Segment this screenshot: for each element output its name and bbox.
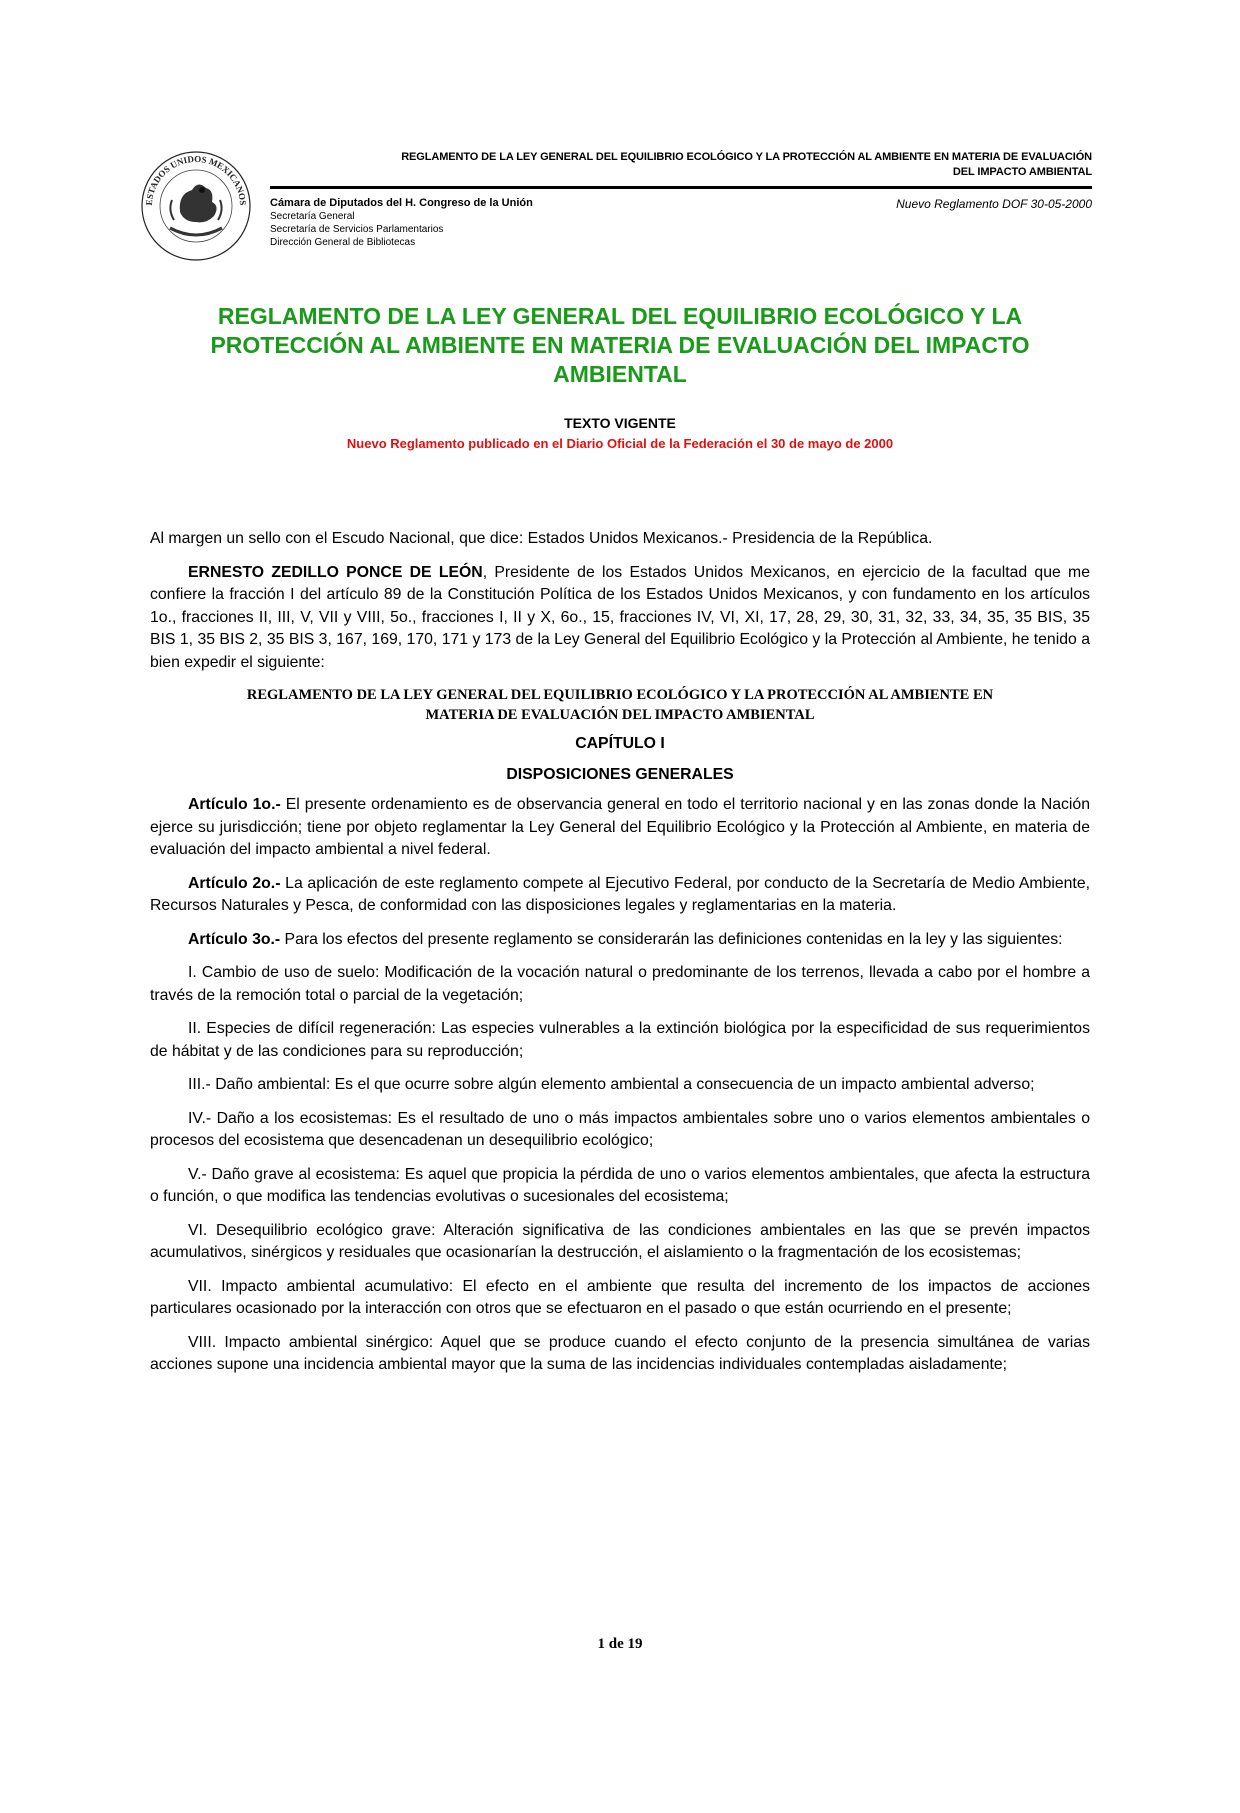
preamble-paragraph: ERNESTO ZEDILLO PONCE DE LEÓN, Presidente de los Estados Unidos Mexicanos, en ejercicio de la facultad que me confiere la fracción I del artículo 89 de la Constitución Política de los Estados Unidos Mexicanos, y con fundamento en los artículos 1o., fracciones II, III, V, VII y VIII, 5o., fracciones I, II y X, 6o., 15, fracciones IV, VI, XI, 17, 28, 29, 30, 31, 32, 33, 34, 35, 35 BIS, 35 BIS 1, 35 BIS 2, 35 BIS 3, 167, 169, 170, 171 y 173 de la Ley General del Equilibrio Ecológico y la Protección al Ambiente, he tenido a bien expedir el siguiente:: [150, 563, 1091, 671]
fraction-item: VIII. Impacto ambiental sinérgico: Aquel que se produce cuando el efecto conjunto de la presencia simultánea de varias acciones supone una incidencia ambiental mayor que la suma de las incidencias individuales contempladas aisladamente;: [150, 1333, 1090, 1373]
article-2: Artículo 2o.- La aplicación de este reglamento compete al Ejecutivo Federal, por conducto de la Secretaría de Medio Ambiente, Recursos Naturales y Pesca, de conformidad con las disposiciones legales y reglamentarias en la materia.: [150, 874, 1090, 914]
header-divider: [270, 186, 1092, 189]
chapter-title: DISPOSICIONES GENERALES: [506, 765, 734, 783]
fraction-item: VII. Impacto ambiental acumulativo: El efecto en el ambiente que resulta del incremento de los impactos de acciones particulares ocasionado por la interacción con otros que se efectuaron en el pasado o que están ocurriendo en el presente;: [150, 1277, 1090, 1317]
page-number: 1 de 19: [597, 1636, 643, 1652]
department-line: Secretaría General: [270, 211, 355, 222]
president-name: ERNESTO ZEDILLO PONCE DE LEÓN: [188, 563, 483, 581]
fraction-item: III.- Daño ambiental: Es el que ocurre sobre algún elemento ambiental a consecuencia de un impacto ambiental adverso;: [188, 1076, 1035, 1093]
fraction-item: II. Especies de difícil regeneración: Las especies vulnerables a la extinción biológica por la especificidad de sus requerimientos de hábitat y de las condiciones para su reproducción;: [150, 1020, 1090, 1060]
article-3: Artículo 3o.- Para los efectos del presente reglamento se considerarán las definiciones contenidas en la ley y las siguientes:: [188, 930, 1063, 948]
fraction-item: V.- Daño grave al ecosistema: Es aquel que propicia la pérdida de uno o varios elementos ambientales, que afecta la estructura o función, o que modifica las tendencias evolutivas o sucesionales del ecosistema;: [150, 1165, 1090, 1205]
chapter-heading: CAPÍTULO I: [575, 735, 665, 752]
publication-note: Nuevo Reglamento publicado en el Diario Oficial de la Federación el 30 de mayo de 2000: [346, 436, 894, 451]
fraction-item: IV.- Daño a los ecosistemas: Es el resultado de uno o más impactos ambientales sobre uno o varios elementos ambientales o procesos del ecosistema que desencadenan un desequilibrio ecológico;: [150, 1109, 1090, 1149]
article-1: Artículo 1o.- El presente ordenamiento es de observancia general en todo el territorio nacional y en las zonas donde la Nación ejerce su jurisdicción; tiene por objeto reglamentar la Ley General del Equilibrio Ecológico y la Protección al Ambiente, en materia de evaluación del impacto ambiental a nivel federal.: [150, 796, 1090, 858]
seal-text: ESTADOS UNIDOS MEXICANOS: [143, 153, 249, 206]
document-body: [150, 528, 1090, 1388]
fraction-item: I. Cambio de uso de suelo: Modificación de la vocación natural o predominante de los terrenos, llevada a cabo por el hombre a través de la remoción total o parcial de la vegetación;: [150, 964, 1090, 1004]
fraction-item: VI. Desequilibrio ecológico grave: Alteración significativa de las condiciones ambientales en las que se prevén impactos acumulativos, sinérgicos y residuales que ocasionarían la destrucción, el aislamiento o la fragmentación de los ecosistemas;: [150, 1221, 1090, 1261]
margin-note: Al margen un sello con el Escudo Nacional, que dice: Estados Unidos Mexicanos.- Presidencia de la República.: [150, 530, 933, 547]
document-title: REGLAMENTO DE LA LEY GENERAL DEL EQUILIBRIO ECOLÓGICO Y LA PROTECCIÓN AL AMBIENTE EN MATERIA DE EVALUACIÓN DEL IMPACTO AMBIENTAL: [210, 303, 1030, 387]
department-line: Dirección General de Bibliotecas: [270, 237, 416, 248]
status-label: TEXTO VIGENTE: [564, 415, 676, 431]
edition-note: Nuevo Reglamento DOF 30-05-2000: [896, 197, 1092, 211]
regulation-heading: REGLAMENTO DE LA LEY GENERAL DEL EQUILIBRIO ECOLÓGICO Y LA PROTECCIÓN AL AMBIENTE EN MATERIA DE EVALUACIÓN DEL IMPACTO AMBIENTAL: [246, 687, 994, 723]
department-line: Secretaría de Servicios Parlamentarios: [270, 224, 444, 235]
national-seal-icon: [140, 150, 252, 262]
issuing-institution: [270, 197, 533, 249]
running-header-title: REGLAMENTO DE LA LEY GENERAL DEL EQUILIBRIO ECOLÓGICO Y LA PROTECCIÓN AL AMBIENTE EN MATERIA DE EVALUACIÓN DEL IMPACTO AMBIENTAL: [401, 151, 1092, 178]
institution-name: Cámara de Diputados del H. Congreso de la Unión: [270, 197, 533, 209]
